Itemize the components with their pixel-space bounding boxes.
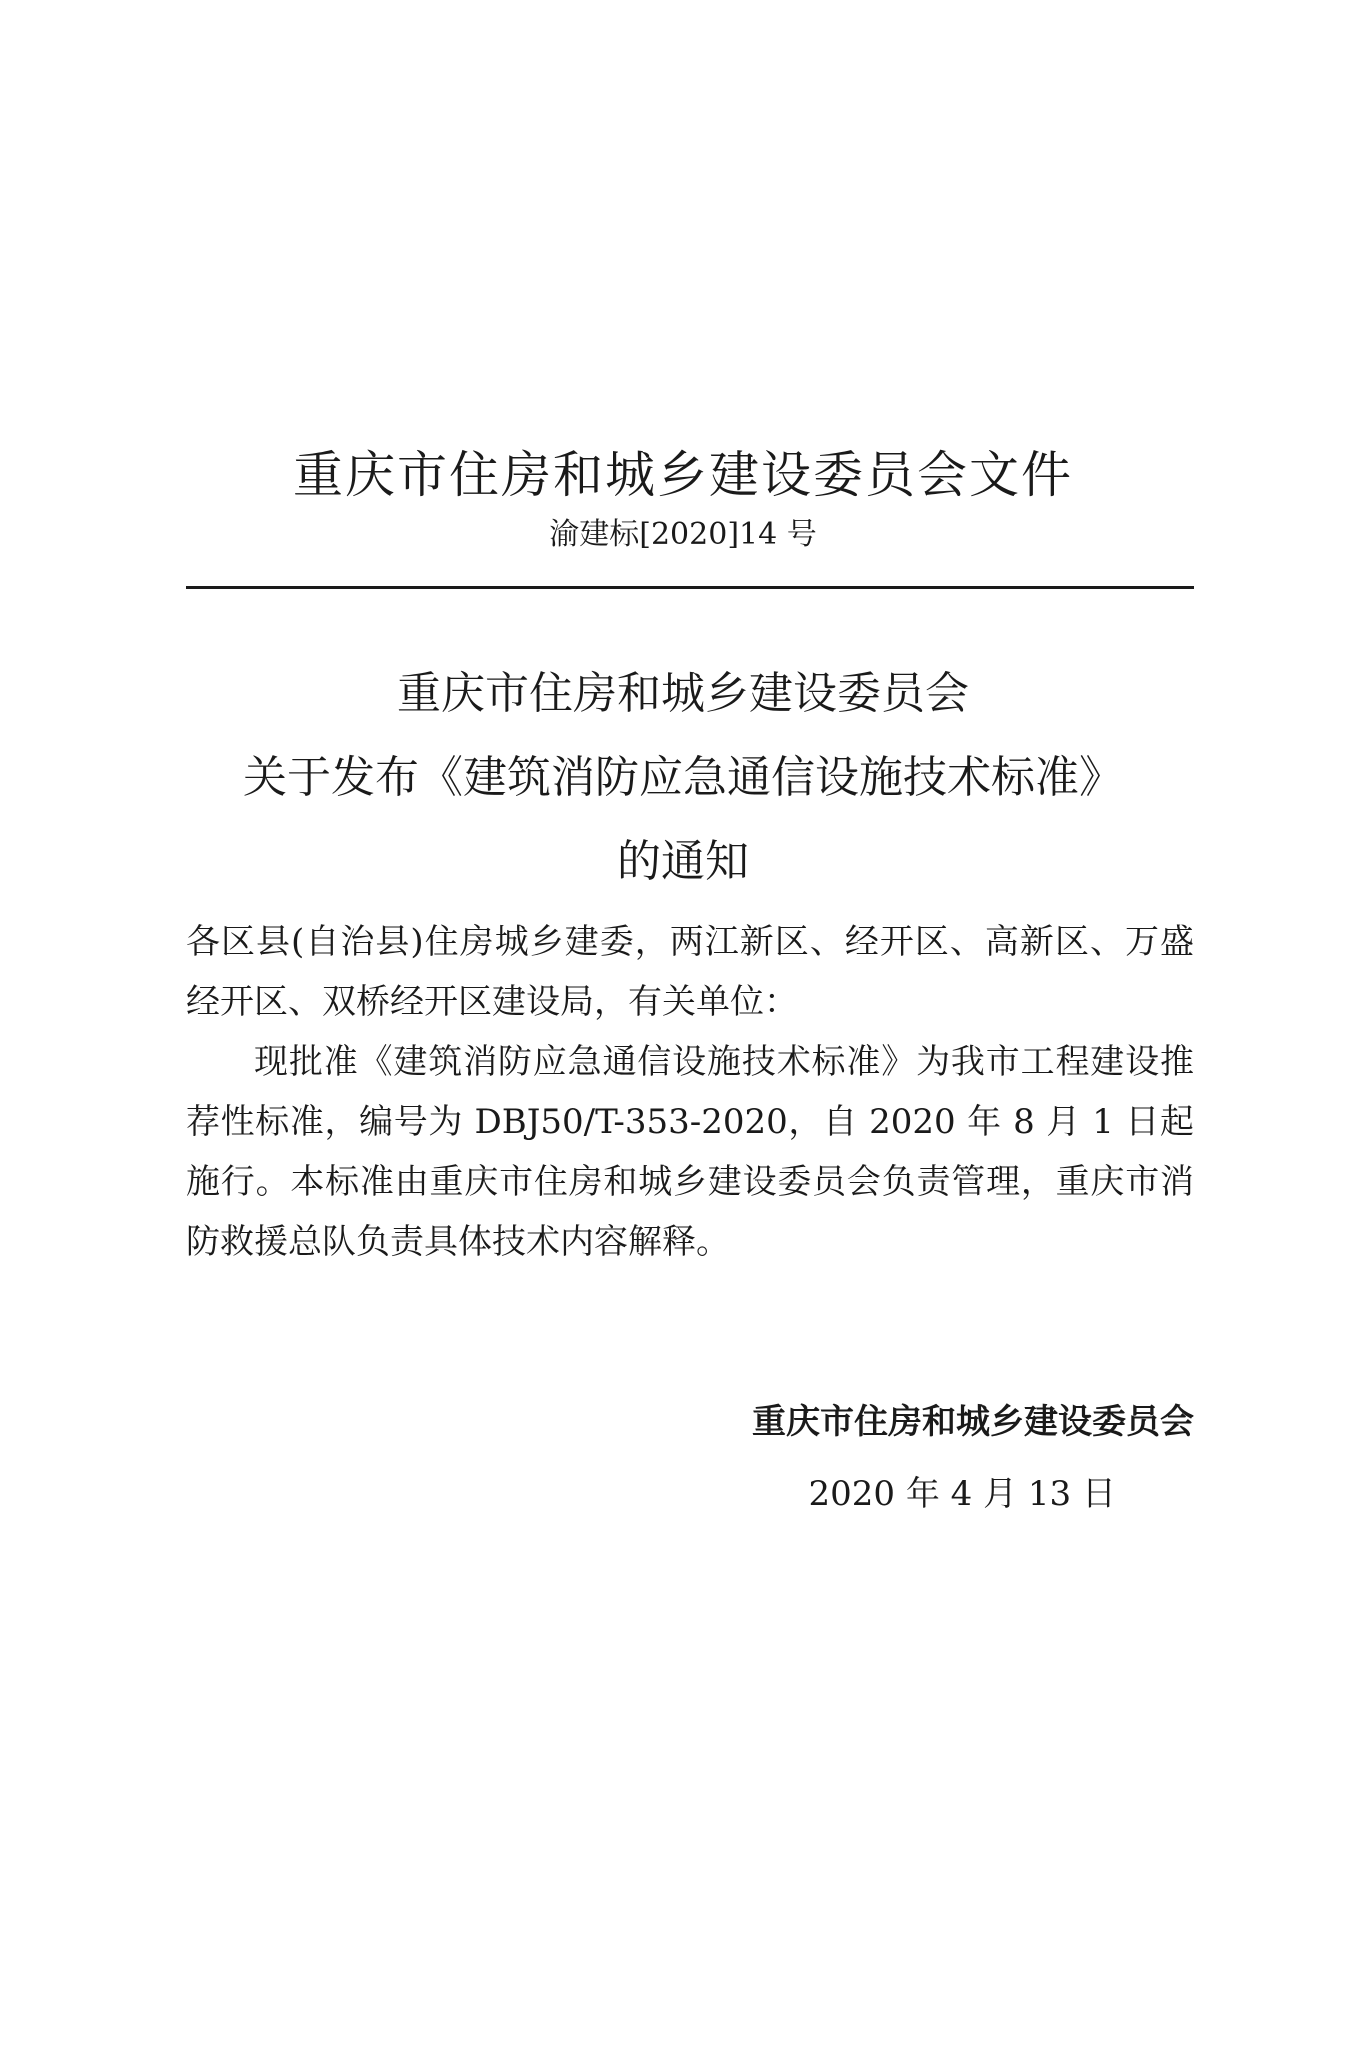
body-paragraph: 现批准《建筑消防应急通信设施技术标准》为我市工程建设推荐性标准，编号为 DBJ50/T-353-2020，自 2020 年 8 月 1 日起施行。本标准由重庆市住房和城乡建设委员会负责管理，重庆市消防救援总队负责具体技术内容解释。	[186, 1042, 1194, 1262]
notice-title-line: 的通知	[617, 836, 749, 887]
signature: 重庆市住房和城乡建设委员会	[752, 1402, 1194, 1442]
addressee: 各区县(自治县)住房城乡建委，两江新区、经开区、高新区、万盛经开区、双桥经开区建设局，有关单位：	[186, 922, 1194, 1022]
notice-title-line: 重庆市住房和城乡建设委员会	[397, 668, 969, 719]
header-divider	[186, 586, 1194, 589]
issue-date: 2020 年 4 月 13 日	[808, 1474, 1116, 1514]
notice-title	[0, 652, 1366, 904]
issuer-title: 重庆市住房和城乡建设委员会文件	[293, 446, 1073, 504]
notice-body	[186, 912, 1194, 1272]
notice-title-line: 关于发布《建筑消防应急通信设施技术标准》	[243, 752, 1123, 803]
document-number: 渝建标[2020]14 号	[549, 517, 817, 552]
